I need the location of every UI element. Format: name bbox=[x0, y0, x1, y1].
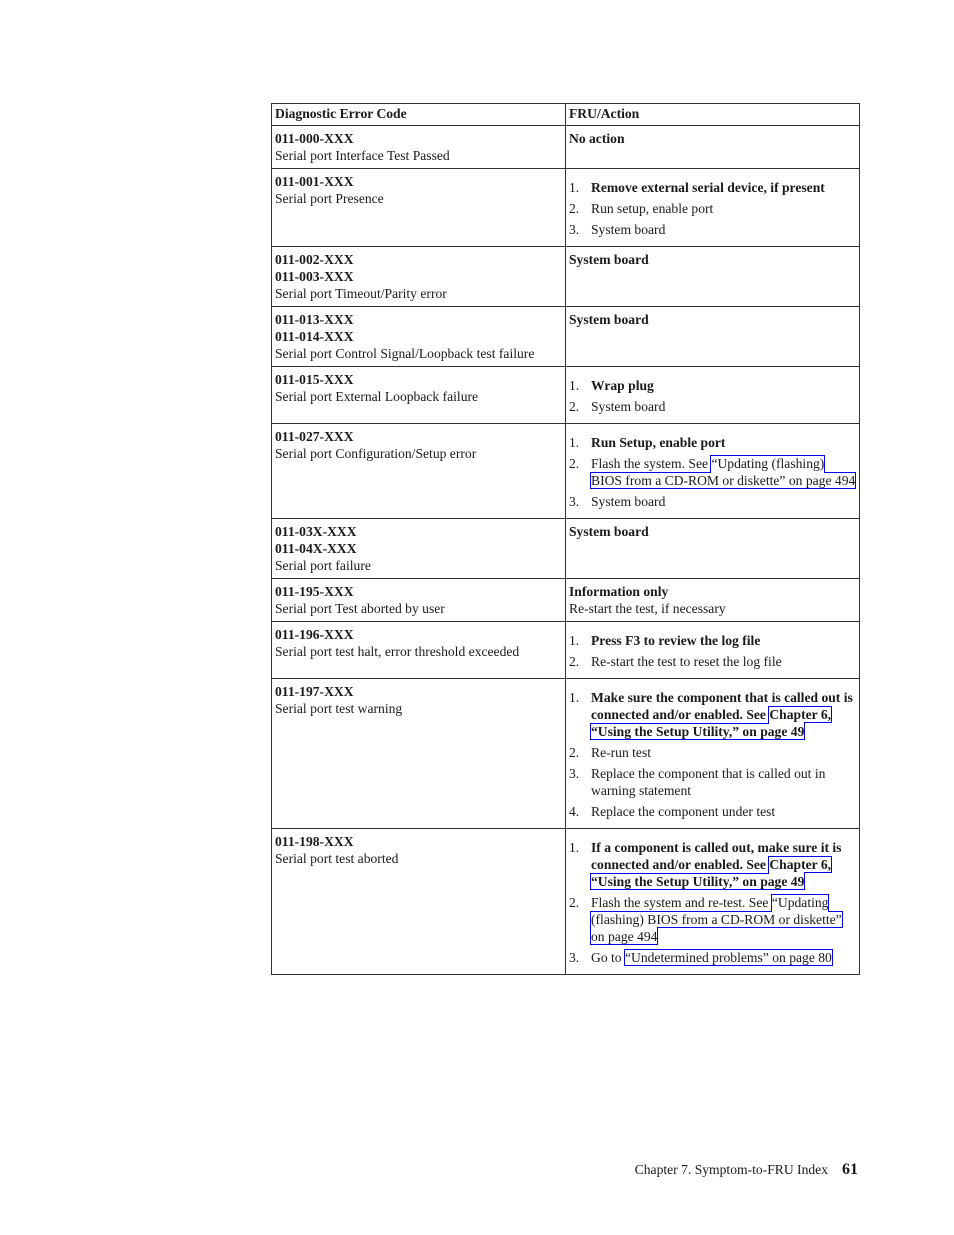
step-number: 2. bbox=[569, 895, 580, 910]
action-step bbox=[569, 803, 856, 820]
action-step bbox=[569, 839, 856, 890]
step-text bbox=[591, 435, 725, 450]
step-number: 3. bbox=[569, 494, 580, 509]
action-step bbox=[569, 377, 856, 394]
step-text bbox=[591, 950, 832, 965]
error-code: 011-04X-XXX bbox=[275, 541, 357, 556]
action-steps-list bbox=[569, 377, 856, 415]
step-text-part: Remove external serial device, if present bbox=[591, 180, 825, 195]
action-step bbox=[569, 632, 856, 649]
step-text bbox=[591, 633, 760, 648]
step-text-part: System board bbox=[591, 399, 666, 414]
step-number: 1. bbox=[569, 690, 580, 705]
page-footer bbox=[620, 1161, 858, 1179]
error-code: 011-03X-XXX bbox=[275, 524, 357, 539]
table-row bbox=[272, 169, 860, 247]
step-text-part: Run setup, enable port bbox=[591, 201, 714, 216]
step-number: 1. bbox=[569, 435, 580, 450]
action-step bbox=[569, 455, 856, 489]
error-description: Serial port Interface Test Passed bbox=[275, 148, 450, 163]
step-number: 2. bbox=[569, 201, 580, 216]
error-description: Serial port failure bbox=[275, 558, 371, 573]
action-step bbox=[569, 493, 856, 510]
cross-reference-link[interactable]: “Updating (flashing) BIOS from a CD-ROM or diskette” on page 494 bbox=[591, 456, 856, 488]
table-row bbox=[272, 622, 860, 679]
step-text bbox=[591, 895, 842, 944]
fru-action-cell bbox=[566, 307, 860, 367]
step-number: 2. bbox=[569, 745, 580, 760]
error-code: 011-013-XXX bbox=[275, 312, 354, 327]
action-steps-list bbox=[569, 179, 856, 238]
fru-action-cell bbox=[566, 367, 860, 424]
step-text-part: Re-start the test to reset the log file bbox=[591, 654, 782, 669]
table-row bbox=[272, 126, 860, 169]
table-body bbox=[272, 126, 860, 975]
action-step bbox=[569, 689, 856, 740]
error-code-cell bbox=[272, 579, 566, 622]
step-text bbox=[591, 378, 654, 393]
action-step bbox=[569, 179, 856, 196]
error-code-cell bbox=[272, 247, 566, 307]
error-code-cell bbox=[272, 519, 566, 579]
step-text-part: Go to bbox=[591, 950, 625, 965]
step-number: 2. bbox=[569, 654, 580, 669]
step-text bbox=[591, 654, 782, 669]
error-description: Serial port test aborted bbox=[275, 851, 399, 866]
error-description: Serial port Test aborted by user bbox=[275, 601, 445, 616]
error-code: 011-198-XXX bbox=[275, 834, 354, 849]
table-row bbox=[272, 307, 860, 367]
table-row bbox=[272, 519, 860, 579]
action-summary: System board bbox=[569, 252, 649, 267]
step-text bbox=[591, 456, 855, 488]
action-summary: System board bbox=[569, 524, 649, 539]
step-text bbox=[591, 201, 713, 216]
step-text bbox=[591, 804, 775, 819]
step-text bbox=[591, 222, 665, 237]
error-description: Serial port test warning bbox=[275, 701, 403, 716]
step-text-part: Flash the system and re-test. See bbox=[591, 895, 772, 910]
fru-action-cell bbox=[566, 519, 860, 579]
step-text bbox=[591, 840, 841, 889]
step-number: 3. bbox=[569, 222, 580, 237]
step-number: 3. bbox=[569, 950, 580, 965]
step-text bbox=[591, 180, 825, 195]
action-summary: Information only bbox=[569, 584, 669, 599]
step-text-part: Replace the component that is called out in warning statement bbox=[591, 766, 826, 798]
step-number: 1. bbox=[569, 633, 580, 648]
action-summary: System board bbox=[569, 312, 649, 327]
error-code-cell bbox=[272, 169, 566, 247]
table-row bbox=[272, 367, 860, 424]
step-text bbox=[591, 494, 665, 509]
action-step bbox=[569, 949, 856, 966]
action-step bbox=[569, 894, 856, 945]
error-code: 011-002-XXX bbox=[275, 252, 354, 267]
step-number: 2. bbox=[569, 399, 580, 414]
fru-action-cell bbox=[566, 679, 860, 829]
step-text-part: System board bbox=[591, 494, 666, 509]
cross-reference-link[interactable]: “Undetermined problems” on page 80 bbox=[624, 950, 832, 965]
error-code: 011-000-XXX bbox=[275, 131, 354, 146]
step-text-part: If a component is called out, make sure it is connected and/or enabled. See bbox=[591, 840, 842, 872]
cross-reference-link[interactable]: Chapter 6, “Using the Setup Utility,” on page 49 bbox=[591, 857, 832, 889]
cross-reference-link[interactable]: “Updating (flashing) BIOS from a CD-ROM or diskette” on page 494 bbox=[591, 895, 842, 944]
step-number: 1. bbox=[569, 180, 580, 195]
fru-action-cell bbox=[566, 622, 860, 679]
error-description: Serial port test halt, error threshold exceeded bbox=[275, 644, 520, 659]
table-row bbox=[272, 424, 860, 519]
fru-action-cell bbox=[566, 126, 860, 169]
error-code-cell bbox=[272, 126, 566, 169]
table-header-row bbox=[272, 104, 860, 126]
fru-action-cell bbox=[566, 579, 860, 622]
error-code-cell bbox=[272, 307, 566, 367]
fru-action-cell bbox=[566, 247, 860, 307]
error-code: 011-197-XXX bbox=[275, 684, 354, 699]
action-step bbox=[569, 221, 856, 238]
step-text bbox=[591, 745, 651, 760]
action-steps-list bbox=[569, 839, 856, 966]
step-number: 1. bbox=[569, 378, 580, 393]
step-text-part: System board bbox=[591, 222, 666, 237]
header-error-code: Diagnostic Error Code bbox=[272, 104, 566, 126]
error-code: 011-027-XXX bbox=[275, 429, 354, 444]
error-code: 011-195-XXX bbox=[275, 584, 354, 599]
action-step bbox=[569, 765, 856, 799]
error-code-cell bbox=[272, 424, 566, 519]
error-description: Serial port Control Signal/Loopback test failure bbox=[275, 346, 535, 361]
table-row bbox=[272, 829, 860, 975]
step-number: 4. bbox=[569, 804, 580, 819]
action-step bbox=[569, 398, 856, 415]
table-row bbox=[272, 579, 860, 622]
error-code: 011-014-XXX bbox=[275, 329, 354, 344]
error-code: 011-001-XXX bbox=[275, 174, 354, 189]
action-steps-list bbox=[569, 632, 856, 670]
error-code-cell bbox=[272, 679, 566, 829]
fru-action-cell bbox=[566, 829, 860, 975]
step-number: 3. bbox=[569, 766, 580, 781]
error-code: 011-196-XXX bbox=[275, 627, 354, 642]
diagnostic-error-table bbox=[271, 103, 860, 975]
step-text bbox=[591, 399, 665, 414]
error-code: 011-003-XXX bbox=[275, 269, 354, 284]
action-step bbox=[569, 653, 856, 670]
step-text bbox=[591, 766, 825, 798]
step-text-part: Replace the component under test bbox=[591, 804, 776, 819]
action-steps-list bbox=[569, 689, 856, 820]
error-code-cell bbox=[272, 622, 566, 679]
action-step bbox=[569, 200, 856, 217]
step-text bbox=[591, 690, 853, 739]
error-description: Serial port Configuration/Setup error bbox=[275, 446, 477, 461]
error-code-cell bbox=[272, 367, 566, 424]
error-code: 011-015-XXX bbox=[275, 372, 354, 387]
action-step bbox=[569, 744, 856, 761]
step-text-part: Wrap plug bbox=[591, 378, 654, 393]
action-summary: No action bbox=[569, 131, 625, 146]
step-number: 1. bbox=[569, 840, 580, 855]
step-number: 2. bbox=[569, 456, 580, 471]
error-description: Serial port Timeout/Parity error bbox=[275, 286, 447, 301]
step-text-part: Run Setup, enable port bbox=[591, 435, 726, 450]
fru-action-cell bbox=[566, 169, 860, 247]
table-row bbox=[272, 247, 860, 307]
error-code-cell bbox=[272, 829, 566, 975]
fru-action-cell bbox=[566, 424, 860, 519]
cross-reference-link[interactable]: Chapter 6, “Using the Setup Utility,” on page 49 bbox=[591, 707, 832, 739]
footer-chapter-title: Chapter 7. Symptom-to-FRU Index bbox=[634, 1162, 828, 1177]
step-text-part: Make sure the component that is called out is connected and/or enabled. See bbox=[591, 690, 853, 722]
step-text-part: Flash the system. See bbox=[591, 456, 712, 471]
step-text-part: Press F3 to review the log file bbox=[591, 633, 761, 648]
step-text-part: Re-run test bbox=[591, 745, 652, 760]
error-description: Serial port Presence bbox=[275, 191, 384, 206]
error-description: Serial port External Loopback failure bbox=[275, 389, 479, 404]
page-number: 61 bbox=[842, 1161, 858, 1178]
action-steps-list bbox=[569, 434, 856, 510]
header-fru-action: FRU/Action bbox=[566, 104, 860, 126]
table-row bbox=[272, 679, 860, 829]
action-step bbox=[569, 434, 856, 451]
action-note: Re-start the test, if necessary bbox=[569, 601, 726, 616]
